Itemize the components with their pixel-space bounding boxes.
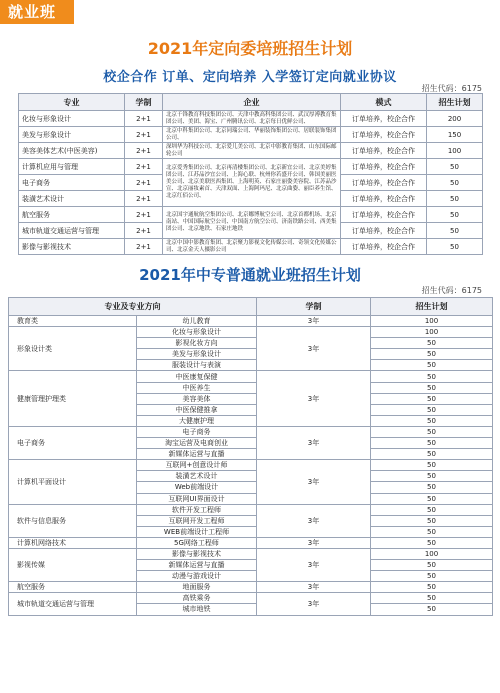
category-cell: 计算机平面设计	[9, 460, 137, 504]
table-row	[19, 239, 483, 255]
plan-cell: 50	[371, 404, 493, 415]
table-header-row	[19, 94, 483, 111]
plan-cell: 50	[371, 537, 493, 548]
section-tag: 就业班	[0, 0, 74, 24]
plan-cell: 50	[371, 360, 493, 371]
category-cell: 计算机网络技术	[9, 537, 137, 548]
plan-cell: 50	[427, 223, 483, 239]
table-row	[9, 371, 493, 382]
table-row	[19, 143, 483, 159]
header-major-direction: 专业及专业方向	[9, 298, 257, 316]
major-cell: 美发与形象设计	[19, 127, 125, 143]
enterprise-cell: 北京千锋教育科技集团公司、天津中教高科集团公司、武汉厚溥教育集团公司、美团、海宝、广州腾讯公司、北京每日优鲜公司、	[163, 111, 341, 127]
direction-cell: 服装设计与表演	[137, 360, 257, 371]
category-cell: 航空服务	[9, 582, 137, 593]
direction-cell: 幼儿教育	[137, 316, 257, 327]
header-mode: 模式	[341, 94, 427, 111]
plan-cell: 50	[371, 349, 493, 360]
section1-enrollment-code: 招生代码：6175	[421, 84, 482, 93]
table-row	[9, 327, 493, 338]
table-row	[19, 127, 483, 143]
section2-enrollment-code: 招生代码：6175	[421, 286, 482, 295]
header-years: 学制	[257, 298, 371, 316]
mode-cell: 订单培养，校企合作	[341, 143, 427, 159]
direction-cell: 影视化妆方向	[137, 338, 257, 349]
direction-cell: 地面服务	[137, 582, 257, 593]
plan-cell: 50	[371, 504, 493, 515]
plan-cell: 50	[427, 175, 483, 191]
direction-cell: 淘宝运营及电商创业	[137, 438, 257, 449]
mode-cell: 订单培养，校企合作	[341, 159, 427, 175]
enterprise-cell: 北京中国中影教育集团、北京聚力影视文化传媒公司、奇领文化传媒公司、北京金天人摄影公司	[163, 239, 341, 255]
years-cell: 3年	[257, 537, 371, 548]
mode-cell: 订单培养，校企合作	[341, 223, 427, 239]
header-plan: 招生计划	[427, 94, 483, 111]
section1-title: 2021年定向委培班招生计划	[147, 39, 353, 58]
major-cell: 航空服务	[19, 207, 125, 223]
category-cell: 健康管理护理类	[9, 371, 137, 426]
table-row	[9, 548, 493, 559]
direction-cell: 大健康护理	[137, 415, 257, 426]
plan-cell: 50	[427, 191, 483, 207]
plan-cell: 50	[371, 526, 493, 537]
mode-cell: 订单培养，校企合作	[341, 191, 427, 207]
plan-cell: 100	[427, 143, 483, 159]
plan-cell: 50	[371, 593, 493, 604]
table-row	[9, 426, 493, 437]
plan-cell: 50	[371, 382, 493, 393]
plan-cell: 50	[371, 415, 493, 426]
general-employment-table	[8, 297, 493, 616]
major-cell: 美容美体艺术(中医美容)	[19, 143, 125, 159]
table-row	[9, 593, 493, 604]
direction-cell: 影像与影视技术	[137, 548, 257, 559]
direction-cell: 高铁乘务	[137, 593, 257, 604]
table-row	[9, 316, 493, 327]
years-cell: 3年	[257, 426, 371, 459]
direction-cell: 美容美体	[137, 393, 257, 404]
direction-cell: 互联网UI界面设计	[137, 493, 257, 504]
years-cell: 2+1	[125, 127, 163, 143]
major-cell: 城市轨道交通运营与管理	[19, 223, 125, 239]
direction-cell: 中医保健推拿	[137, 404, 257, 415]
plan-cell: 50	[371, 582, 493, 593]
direction-cell: WEB前端设计工程师	[137, 526, 257, 537]
category-cell: 软件与信息服务	[9, 504, 137, 537]
plan-cell: 50	[371, 493, 493, 504]
years-cell: 2+1	[125, 207, 163, 223]
plan-cell: 150	[427, 127, 483, 143]
header-enterprise: 企业	[163, 94, 341, 111]
direction-cell: 互联网+创意设计师	[137, 460, 257, 471]
directed-training-table	[18, 93, 483, 255]
years-cell: 3年	[257, 504, 371, 537]
years-cell: 2+1	[125, 111, 163, 127]
section1-subtitle: 校企合作 订单、定向培养 入学签订定向就业协议	[103, 70, 397, 85]
plan-cell: 100	[371, 316, 493, 327]
years-cell: 3年	[257, 548, 371, 581]
table-row	[19, 207, 483, 223]
plan-cell: 200	[427, 111, 483, 127]
mode-cell: 订单培养，校企合作	[341, 207, 427, 223]
plan-cell: 50	[427, 159, 483, 175]
years-cell: 2+1	[125, 159, 163, 175]
table-row	[9, 460, 493, 471]
direction-cell: Web前端设计	[137, 482, 257, 493]
plan-cell: 50	[371, 604, 493, 615]
direction-cell: 化妆与形象设计	[137, 327, 257, 338]
header-major: 专业	[19, 94, 125, 111]
table-row	[19, 159, 483, 175]
table-row	[9, 504, 493, 515]
major-cell: 计算机应用与管理	[19, 159, 125, 175]
category-cell: 电子商务	[9, 426, 137, 459]
mode-cell: 订单培养，校企合作	[341, 111, 427, 127]
category-cell: 形象设计类	[9, 327, 137, 371]
plan-cell: 100	[371, 327, 493, 338]
enterprise-cell: 北京爱秀集团公司、北京再清楼集团公司、北京新宜公司、北京美婷集团公司、江苏品沙宜公司、上海心联、杭州你若盛开公司、韩国美丽医美公司、北京美联医西集团、上海明英、石家庄丽姿美容院、江苏品沙宣、北京丽妆素首、天津双面、上海阿玛尼、北京曲姿、丽臣养生馆、北京红佰公司、	[163, 159, 341, 207]
plan-cell: 50	[371, 560, 493, 571]
direction-cell: 动漫与游戏设计	[137, 571, 257, 582]
category-cell: 影视传媒	[9, 548, 137, 581]
table-header-row	[9, 298, 493, 316]
enterprise-cell: 深圳华为科技公司、北京爱儿美公司、北京中影教育集团、山东国际邮轮公司	[163, 143, 341, 159]
direction-cell: 新媒体运营与直播	[137, 560, 257, 571]
years-cell: 2+1	[125, 175, 163, 191]
years-cell: 3年	[257, 371, 371, 426]
years-cell: 2+1	[125, 223, 163, 239]
plan-cell: 50	[371, 482, 493, 493]
plan-cell: 50	[371, 571, 493, 582]
plan-cell: 50	[427, 207, 483, 223]
direction-cell: 电子商务	[137, 426, 257, 437]
years-cell: 2+1	[125, 191, 163, 207]
major-cell: 影像与影视技术	[19, 239, 125, 255]
plan-cell: 50	[371, 460, 493, 471]
direction-cell: 中医养生	[137, 382, 257, 393]
years-cell: 3年	[257, 316, 371, 327]
mode-cell: 订单培养，校企合作	[341, 239, 427, 255]
header-years: 学制	[125, 94, 163, 111]
plan-cell: 50	[371, 471, 493, 482]
mode-cell: 订单培养，校企合作	[341, 127, 427, 143]
header-plan: 招生计划	[371, 298, 493, 316]
direction-cell: 城市地铁	[137, 604, 257, 615]
direction-cell: 美发与形象设计	[137, 349, 257, 360]
enterprise-cell: 北京中科集团公司、北京同瑞公司、华丽装饰集团公司、居联装饰集团公司、	[163, 127, 341, 143]
plan-cell: 50	[371, 338, 493, 349]
category-cell: 教育类	[9, 316, 137, 327]
category-cell: 城市轨道交通运营与管理	[9, 593, 137, 615]
direction-cell: 5G网络工程师	[137, 537, 257, 548]
major-cell: 装潢艺术设计	[19, 191, 125, 207]
years-cell: 3年	[257, 582, 371, 593]
years-cell: 3年	[257, 460, 371, 504]
plan-cell: 50	[371, 426, 493, 437]
enterprise-cell: 北京国宇通航航空集团公司、北京娜博航空公司、北京首都机场、北京南站、中国国际航空公司、中国南方航空公司、济南铁路公司、西美集团公司、北京地铁、石家庄地铁	[163, 207, 341, 239]
table-row	[19, 111, 483, 127]
plan-cell: 100	[371, 548, 493, 559]
plan-cell: 50	[371, 515, 493, 526]
years-cell: 2+1	[125, 239, 163, 255]
direction-cell: 装潢艺术设计	[137, 471, 257, 482]
plan-cell: 50	[371, 438, 493, 449]
section2-title: 2021年中专普通就业班招生计划	[139, 266, 361, 284]
plan-cell: 50	[371, 449, 493, 460]
years-cell: 3年	[257, 593, 371, 615]
table-row	[9, 582, 493, 593]
years-cell: 2+1	[125, 143, 163, 159]
years-cell: 3年	[257, 327, 371, 371]
direction-cell: 互联网开发工程师	[137, 515, 257, 526]
table-row	[9, 537, 493, 548]
direction-cell: 中医康复保健	[137, 371, 257, 382]
plan-cell: 50	[427, 239, 483, 255]
major-cell: 化妆与形象设计	[19, 111, 125, 127]
direction-cell: 新媒体运营与直播	[137, 449, 257, 460]
plan-cell: 50	[371, 393, 493, 404]
direction-cell: 软件开发工程师	[137, 504, 257, 515]
plan-cell: 50	[371, 371, 493, 382]
major-cell: 电子商务	[19, 175, 125, 191]
mode-cell: 订单培养，校企合作	[341, 175, 427, 191]
